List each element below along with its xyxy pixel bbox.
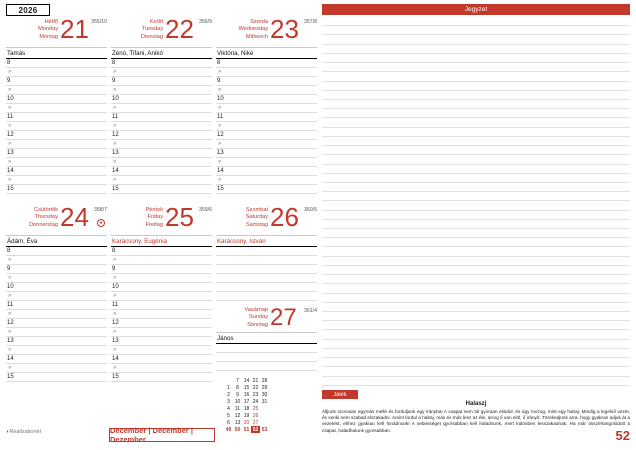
mini-cal-cell: 29 bbox=[261, 384, 268, 391]
hour-label: 13 bbox=[7, 338, 14, 344]
mini-cal-cell: 30 bbox=[261, 391, 268, 398]
day-column-friday[interactable] bbox=[111, 202, 212, 433]
day-header bbox=[111, 202, 212, 236]
hour-label: 13 bbox=[217, 150, 224, 156]
note-line[interactable] bbox=[322, 100, 630, 109]
note-line[interactable] bbox=[322, 17, 630, 26]
mini-cal-cell: 9 bbox=[236, 391, 239, 398]
half-hour-marker: » bbox=[8, 311, 12, 317]
mini-cal-cell: 31 bbox=[261, 398, 268, 405]
mini-cal-cell: 1 bbox=[227, 384, 230, 391]
day-counter: 356/9 bbox=[199, 19, 212, 25]
hour-lines[interactable] bbox=[6, 59, 107, 194]
day-name-en: Saturday bbox=[245, 214, 268, 221]
half-hour-marker: » bbox=[8, 257, 12, 263]
half-hour-marker: » bbox=[113, 105, 117, 111]
hour-lines[interactable] bbox=[6, 247, 107, 382]
half-hour-marker: » bbox=[8, 347, 12, 353]
mini-cal-cell: 20 bbox=[243, 419, 250, 426]
mini-cal-cell: 7 bbox=[236, 377, 239, 384]
note-line[interactable] bbox=[322, 377, 630, 386]
half-hour-marker: » bbox=[218, 123, 222, 129]
half-hour-marker: » bbox=[113, 365, 117, 371]
day-name-hu: Vasárnap bbox=[244, 307, 268, 313]
brand-label: Realizationél bbox=[9, 429, 41, 435]
hour-label: 15 bbox=[7, 186, 14, 192]
note-line[interactable] bbox=[322, 155, 630, 164]
note-line[interactable] bbox=[322, 165, 630, 174]
mini-cal-cell: 13 bbox=[234, 419, 241, 426]
mini-cal-cell: 15 bbox=[243, 384, 250, 391]
hour-label: 15 bbox=[7, 374, 14, 380]
hour-lines[interactable] bbox=[111, 59, 212, 194]
mini-calendar-table bbox=[224, 377, 269, 433]
half-hour-marker: » bbox=[113, 69, 117, 75]
note-line[interactable] bbox=[322, 45, 630, 54]
day-column-thursday[interactable] bbox=[6, 202, 107, 433]
note-line[interactable] bbox=[322, 294, 630, 303]
year-box: 2026 bbox=[6, 4, 50, 16]
half-hour-marker: » bbox=[8, 275, 12, 281]
day-header bbox=[216, 202, 317, 236]
half-hour-marker: » bbox=[113, 347, 117, 353]
hour-label: 10 bbox=[217, 96, 224, 102]
note-line[interactable] bbox=[322, 321, 630, 330]
half-hour-marker: » bbox=[113, 275, 117, 281]
hour-lines[interactable] bbox=[111, 247, 212, 382]
day-number: 25 bbox=[165, 202, 194, 232]
day-counter: 359/6 bbox=[199, 207, 212, 213]
day-names bbox=[6, 207, 58, 229]
mini-cal-cell: 12 bbox=[234, 412, 241, 419]
mini-cal-week: 50 bbox=[234, 426, 241, 433]
day-counter: 358/7 bbox=[94, 207, 107, 213]
day-name-en: Sunday bbox=[249, 314, 268, 321]
day-number: 23 bbox=[270, 14, 299, 44]
day-column-saturday-sunday[interactable] bbox=[216, 202, 317, 433]
half-hour-marker: » bbox=[8, 177, 12, 183]
day-name-de: Freitag bbox=[145, 221, 163, 228]
note-line[interactable] bbox=[322, 220, 630, 229]
half-hour-marker: » bbox=[8, 329, 12, 335]
mini-cal-cell: 14 bbox=[243, 377, 250, 384]
note-line[interactable] bbox=[322, 35, 630, 44]
mini-cal-week-current: 52 bbox=[252, 426, 259, 433]
mini-cal-week: 53 bbox=[261, 426, 268, 433]
day-name-de: Donnerstag bbox=[29, 221, 58, 228]
hour-label: 8 bbox=[7, 60, 11, 66]
half-hour-marker: » bbox=[113, 177, 117, 183]
hour-label: 12 bbox=[7, 132, 14, 138]
day-name-en: Tuesday bbox=[141, 26, 163, 33]
notes-panel bbox=[322, 4, 630, 446]
note-line[interactable] bbox=[322, 229, 630, 238]
note-line[interactable] bbox=[322, 146, 630, 155]
notes-lines[interactable] bbox=[322, 17, 630, 386]
nameday-label: Tamás bbox=[6, 48, 107, 59]
half-hour-marker: » bbox=[218, 159, 222, 165]
mini-cal-cell: 21 bbox=[252, 377, 259, 384]
day-name-de: Dienstag bbox=[140, 33, 163, 40]
day-name-en: Wednesday bbox=[238, 26, 268, 33]
day-header bbox=[6, 202, 107, 236]
day-number: 27 bbox=[270, 304, 297, 331]
hour-lines[interactable] bbox=[216, 59, 317, 194]
day-columns bbox=[6, 14, 318, 433]
hour-label: 10 bbox=[7, 96, 14, 102]
mini-cal-cell: 18 bbox=[243, 405, 250, 412]
half-hour-marker: » bbox=[113, 123, 117, 129]
half-hour-marker: » bbox=[218, 69, 222, 75]
mini-cal-cell: 24 bbox=[252, 398, 259, 405]
hour-label: 8 bbox=[112, 60, 116, 66]
day-number: 24 bbox=[60, 202, 89, 232]
note-line[interactable] bbox=[322, 118, 630, 127]
hour-label: 14 bbox=[7, 168, 14, 174]
day-row-top bbox=[6, 14, 318, 194]
mini-calendar bbox=[216, 377, 317, 433]
mini-cal-cell bbox=[224, 377, 233, 384]
mini-cal-cell: 11 bbox=[234, 405, 241, 412]
day-header bbox=[111, 14, 212, 48]
day-name-hu: Csütörtök bbox=[34, 207, 58, 213]
note-line[interactable] bbox=[322, 183, 630, 192]
mini-cal-cell bbox=[260, 405, 269, 412]
mini-cal-week: 49 bbox=[225, 426, 232, 433]
half-hour-marker: » bbox=[8, 69, 12, 75]
mini-cal-cell bbox=[260, 412, 269, 419]
day-number: 22 bbox=[165, 14, 194, 44]
note-line[interactable] bbox=[322, 330, 630, 339]
game-title: Halaszj bbox=[465, 401, 487, 407]
planner-left-panel bbox=[6, 4, 318, 446]
note-line[interactable] bbox=[322, 26, 630, 35]
note-line[interactable] bbox=[322, 201, 630, 210]
half-hour-marker: » bbox=[113, 159, 117, 165]
mini-cal-cell: 2 bbox=[227, 391, 230, 398]
hour-label: 13 bbox=[7, 150, 14, 156]
note-line[interactable] bbox=[322, 174, 630, 183]
hour-label: 15 bbox=[217, 186, 224, 192]
half-hour-marker: » bbox=[113, 87, 117, 93]
day-counter: 355/10 bbox=[91, 19, 107, 25]
day-counter: 361/4 bbox=[304, 308, 317, 314]
mini-cal-cell: 22 bbox=[252, 384, 259, 391]
hour-label: 10 bbox=[112, 284, 119, 290]
sunday-block[interactable] bbox=[216, 304, 317, 433]
note-line[interactable] bbox=[322, 192, 630, 201]
day-names bbox=[216, 207, 268, 229]
day-names bbox=[216, 19, 268, 41]
half-hour-marker: » bbox=[113, 141, 117, 147]
day-names bbox=[111, 19, 163, 41]
half-hour-marker: » bbox=[218, 177, 222, 183]
hour-label: 14 bbox=[112, 168, 119, 174]
note-line[interactable] bbox=[322, 349, 630, 358]
brand-dot-icon: ◗ bbox=[6, 429, 10, 435]
day-name-hu: Hétfő bbox=[44, 19, 58, 25]
mini-cal-cell bbox=[260, 419, 269, 426]
hour-label: 9 bbox=[7, 266, 11, 272]
hour-label: 9 bbox=[112, 78, 116, 84]
hour-label: 9 bbox=[217, 78, 221, 84]
day-name-hu: Kedd bbox=[149, 19, 163, 25]
day-column-monday[interactable] bbox=[6, 14, 107, 194]
day-column-tuesday[interactable] bbox=[111, 14, 212, 194]
note-line[interactable] bbox=[322, 128, 630, 137]
hour-label: 10 bbox=[112, 96, 119, 102]
note-line[interactable] bbox=[322, 312, 630, 321]
hour-label: 12 bbox=[7, 320, 14, 326]
mini-cal-cell: 17 bbox=[243, 398, 250, 405]
note-line[interactable] bbox=[322, 54, 630, 63]
hour-label: 12 bbox=[217, 132, 224, 138]
mini-cal-cell: 23 bbox=[252, 391, 259, 398]
note-line[interactable] bbox=[322, 63, 630, 72]
game-description: Álljunk szorosan egymás mellé és forduljunk egy irányba! A csapat nem túl gyorsan elindul, és úgy mozog, mint egy halraj. Mindig a legelső vezet, és senki nem szabad elszakadni. Amint fordul a halraj, más és más lesz az éle, arrog ő van elöl, ő irányít. Törekedjünk arra, hogy gyakran adjuk át a vezetést, ehhez gyakran kell fordulnunk! A sebességet gyorsabban kell haladnunk, mert különben lesszakadnak. Ha már összehangolódott a csapat, haladhatunk gyorsabban. bbox=[322, 409, 630, 433]
brand-logo bbox=[6, 429, 41, 435]
half-hour-marker: » bbox=[8, 105, 12, 111]
note-line[interactable] bbox=[322, 211, 630, 220]
note-line[interactable] bbox=[322, 257, 630, 266]
hour-label: 13 bbox=[112, 150, 119, 156]
nameday-label: János bbox=[216, 333, 317, 344]
day-name-de: Sonntag bbox=[247, 321, 268, 328]
mini-cal-cell: 28 bbox=[261, 377, 268, 384]
half-hour-marker: » bbox=[113, 293, 117, 299]
note-line[interactable] bbox=[322, 109, 630, 118]
half-hour-marker: » bbox=[113, 257, 117, 263]
nameday-label: Karácsony, István bbox=[216, 236, 317, 247]
note-line[interactable] bbox=[322, 303, 630, 312]
hour-label: 8 bbox=[112, 248, 116, 254]
mini-cal-cell: 8 bbox=[236, 384, 239, 391]
hour-label: 8 bbox=[217, 60, 221, 66]
half-hour-marker: » bbox=[113, 311, 117, 317]
hour-label: 11 bbox=[217, 114, 224, 120]
note-line[interactable] bbox=[322, 91, 630, 100]
half-hour-marker: » bbox=[8, 159, 12, 165]
half-hour-marker: » bbox=[8, 365, 12, 371]
hour-label: 9 bbox=[7, 78, 11, 84]
hour-label: 15 bbox=[112, 186, 119, 192]
day-name-en: Friday bbox=[147, 214, 163, 221]
hour-label: 11 bbox=[112, 302, 119, 308]
hour-label: 15 bbox=[112, 374, 119, 380]
day-header bbox=[216, 14, 317, 48]
day-names bbox=[111, 207, 163, 229]
half-hour-marker: » bbox=[218, 105, 222, 111]
sunday-header bbox=[216, 304, 317, 333]
half-hour-marker: » bbox=[8, 141, 12, 147]
hour-label: 11 bbox=[7, 302, 14, 308]
day-counter: 360/5 bbox=[304, 207, 317, 213]
page-number: 52 bbox=[615, 428, 630, 443]
nameday-label: Ádám, Éva bbox=[6, 236, 107, 247]
hour-lines[interactable] bbox=[216, 247, 317, 301]
mini-cal-cell: 16 bbox=[243, 391, 250, 398]
mini-cal-cell: 3 bbox=[227, 398, 230, 405]
note-line[interactable] bbox=[322, 72, 630, 81]
nameday-label: Zénó, Tifani, Anikó bbox=[111, 48, 212, 59]
hour-label: 14 bbox=[7, 356, 14, 362]
hour-label: 14 bbox=[112, 356, 119, 362]
day-name-hu: Péntek bbox=[145, 207, 163, 213]
day-name-en: Monday bbox=[38, 26, 58, 33]
hour-label: 12 bbox=[112, 132, 119, 138]
note-line[interactable] bbox=[322, 367, 630, 376]
mini-cal-cell: 5 bbox=[227, 412, 230, 419]
note-line[interactable] bbox=[322, 358, 630, 367]
day-number: 21 bbox=[60, 14, 89, 44]
day-names bbox=[6, 19, 58, 41]
notes-header: Jegyzet bbox=[322, 4, 630, 15]
mini-cal-week: 51 bbox=[243, 426, 250, 433]
hour-label: 8 bbox=[7, 248, 11, 254]
note-line[interactable] bbox=[322, 82, 630, 91]
hour-label: 10 bbox=[7, 284, 14, 290]
day-name-de: Samstag bbox=[245, 221, 268, 228]
note-line[interactable] bbox=[322, 284, 630, 293]
hour-label: 13 bbox=[112, 338, 119, 344]
day-column-wednesday[interactable] bbox=[216, 14, 317, 194]
nameday-label: Karácsony, Eugénia bbox=[111, 236, 212, 247]
moon-phase-icon: ● bbox=[97, 219, 105, 227]
day-names bbox=[216, 307, 268, 329]
mini-cal-cell: 19 bbox=[243, 412, 250, 419]
note-line[interactable] bbox=[322, 238, 630, 247]
hour-label: 9 bbox=[112, 266, 116, 272]
hour-lines[interactable] bbox=[216, 344, 317, 371]
note-line[interactable] bbox=[322, 266, 630, 275]
half-hour-marker: » bbox=[8, 293, 12, 299]
game-tag: Játék bbox=[322, 390, 358, 399]
note-line[interactable] bbox=[322, 247, 630, 256]
hour-label: 12 bbox=[112, 320, 119, 326]
hour-label: 14 bbox=[217, 168, 224, 174]
day-counter: 357/8 bbox=[304, 19, 317, 25]
day-name-de: Mittwoch bbox=[245, 33, 268, 40]
hour-label: 11 bbox=[7, 114, 14, 120]
mini-cal-cell: 6 bbox=[227, 419, 230, 426]
mini-cal-cell: 4 bbox=[227, 405, 230, 412]
footer-month-label: December | December | Dezember bbox=[109, 428, 215, 442]
mini-cal-cell: 27 bbox=[252, 419, 259, 426]
mini-cal-cell: 10 bbox=[234, 398, 241, 405]
half-hour-marker: » bbox=[218, 87, 222, 93]
note-line[interactable] bbox=[322, 340, 630, 349]
day-header bbox=[6, 14, 107, 48]
half-hour-marker: » bbox=[8, 87, 12, 93]
day-name-en: Thursday bbox=[34, 214, 58, 221]
half-hour-marker: » bbox=[113, 329, 117, 335]
day-name-de: Montag bbox=[39, 33, 58, 40]
hour-label: 11 bbox=[112, 114, 119, 120]
half-hour-marker: » bbox=[8, 123, 12, 129]
day-number: 26 bbox=[270, 202, 299, 232]
game-box bbox=[322, 390, 630, 434]
note-line[interactable] bbox=[322, 275, 630, 284]
half-hour-marker: » bbox=[218, 141, 222, 147]
day-row-bottom bbox=[6, 202, 318, 433]
mini-cal-cell: 26 bbox=[252, 412, 259, 419]
day-name-hu: Szerda bbox=[250, 19, 268, 25]
day-name-hu: Szombat bbox=[245, 207, 268, 213]
mini-cal-cell: 25 bbox=[252, 405, 259, 412]
note-line[interactable] bbox=[322, 137, 630, 146]
nameday-label: Viktória, Niké bbox=[216, 48, 317, 59]
